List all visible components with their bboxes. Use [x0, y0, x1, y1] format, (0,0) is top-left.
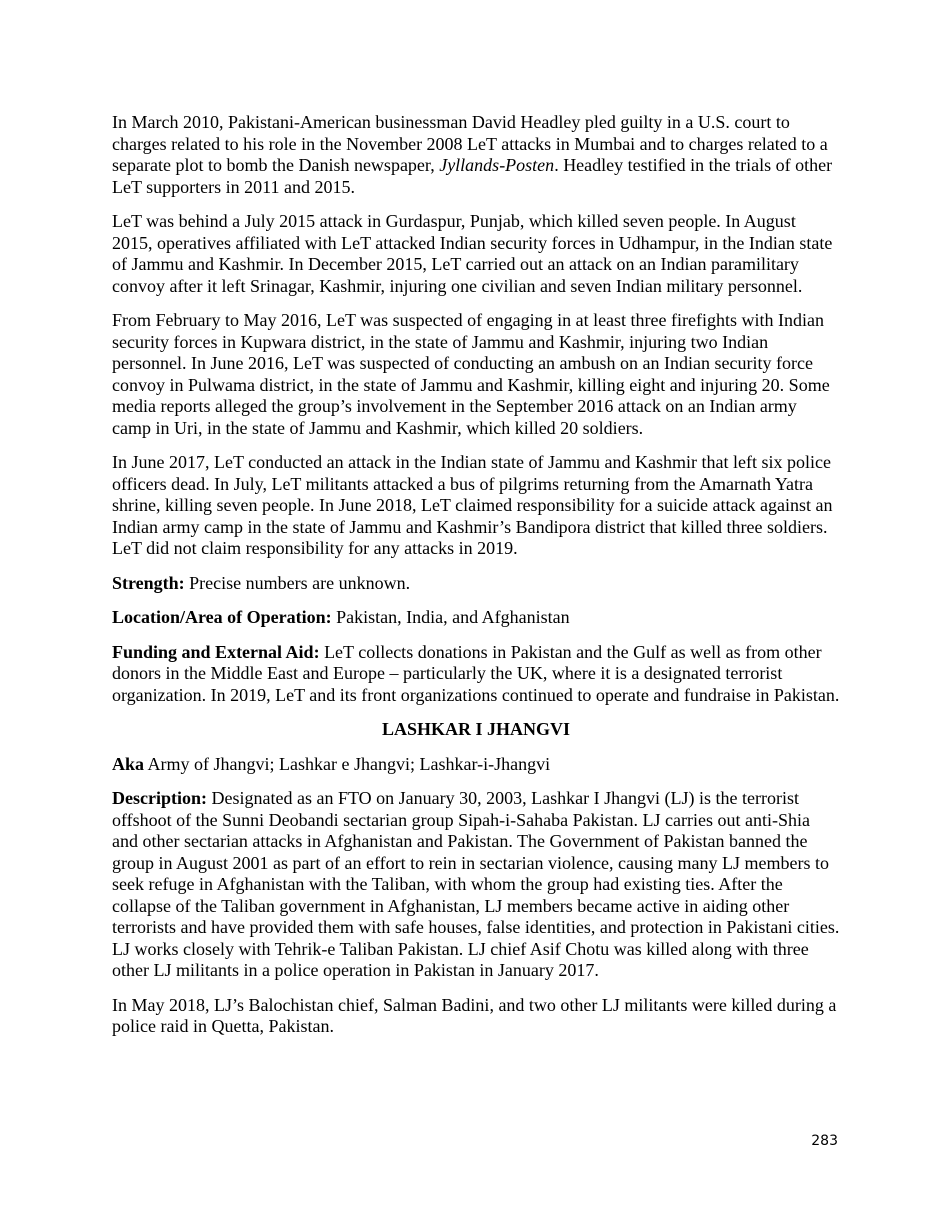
field-description-label: Description:	[112, 788, 207, 808]
field-strength-label: Strength:	[112, 572, 185, 593]
field-location	[112, 607, 840, 629]
field-funding-text: LeT collects donations in Pakistan and the Gulf as well as from other donors in the Middle East and Europe – particularly the UK, where it is a designated terrorist organization. In 2019, LeT and its front organizations continued to operate and fundraise in Pakistan.	[112, 641, 840, 705]
headley-text-before: In March 2010, Pakistani-American businessman David Headley pled guilty in a U.S. court to charges related to his role in the November 2008 LeT attacks in Mumbai and to charges related to a separate plot to bomb the Danish newspaper,	[112, 112, 828, 175]
field-aka	[112, 754, 840, 776]
field-funding-label: Funding and External Aid:	[112, 641, 320, 662]
document-body	[112, 112, 840, 1051]
field-aka-label: Aka	[112, 753, 145, 774]
field-description	[112, 788, 840, 982]
paragraph-gurdaspur: LeT was behind a July 2015 attack in Gurdaspur, Punjab, which killed seven people. In August 2015, operatives affiliated with LeT attacked Indian security forces in Udhampur, in the Indian state of Jammu and Kashmir. In December 2015, LeT carried out an attack on an Indian paramilitary convoy after it left Srinagar, Kashmir, injuring one civilian and seven Indian military personnel.	[112, 211, 833, 296]
field-location-text: Pakistan, India, and Afghanistan	[336, 607, 570, 627]
headley-text-after: . Headley testified in the trials of other LeT supporters in 2011 and 2015.	[112, 155, 833, 197]
newspaper-name: Jyllands-Posten	[439, 155, 555, 175]
page-number: 283	[811, 1133, 838, 1149]
paragraph-headley	[112, 112, 840, 198]
paragraph-june-2017: In June 2017, LeT conducted an attack in the Indian state of Jammu and Kashmir that left six police officers dead. In July, LeT militants attacked a bus of pilgrims returning from the Amarnath Yatra shrine, killing seven people. In June 2018, LeT claimed responsibility for a suicide attack against an Indian army camp in the state of Jammu and Kashmir’s Bandipora district that killed three soldiers. LeT did not claim responsibility for any attacks in 2019.	[112, 452, 833, 558]
field-location-label: Location/Area of Operation:	[112, 607, 332, 627]
field-funding	[112, 642, 840, 707]
paragraph-may-2018: In May 2018, LJ’s Balochistan chief, Salman Badini, and two other LJ militants were killed during a police raid in Quetta, Pakistan.	[112, 994, 837, 1036]
paragraph-kupwara: From February to May 2016, LeT was suspected of engaging in at least three firefights with Indian security forces in Kupwara district, in the state of Jammu and Kashmir, injuring two Indian personnel. In June 2016, LeT was suspected of conducting an ambush on an Indian security force convoy in Pulwama district, in the state of Jammu and Kashmir, killing eight and injuring 20. Some media reports alleged the group’s involvement in the September 2016 attack on an Indian army camp in Uri, in the state of Jammu and Kashmir, which killed 20 soldiers.	[112, 310, 830, 438]
section-title: LASHKAR I JHANGVI	[381, 719, 571, 739]
field-strength	[112, 573, 840, 595]
field-strength-text: Precise numbers are unknown.	[189, 572, 411, 593]
field-aka-text: Army of Jhangvi; Lashkar e Jhangvi; Lashkar-i-Jhangvi	[147, 753, 551, 774]
field-description-text: Designated as an FTO on January 30, 2003, Lashkar I Jhangvi (LJ) is the terrorist offshoot of the Sunni Deobandi sectarian group Sipah-i-Sahaba Pakistan. LJ carries out anti-Shia and other sectarian attacks in Afghanistan and Pakistan. The Government of Pakistan banned the group in August 2001 as part of an effort to rein in sectarian violence, causing many LJ members to seek refuge in Afghanistan with the Taliban, with whom the group had existing ties. After the collapse of the Taliban government in Afghanistan, LJ members became active in aiding other terrorists and have provided them with safe houses, false identities, and protection in Pakistani cities. LJ works closely with Tehrik-e Taliban Pakistan. LJ chief Asif Chotu was killed along with three other LJ militants in a police operation in Pakistan in January 2017.	[112, 788, 840, 980]
